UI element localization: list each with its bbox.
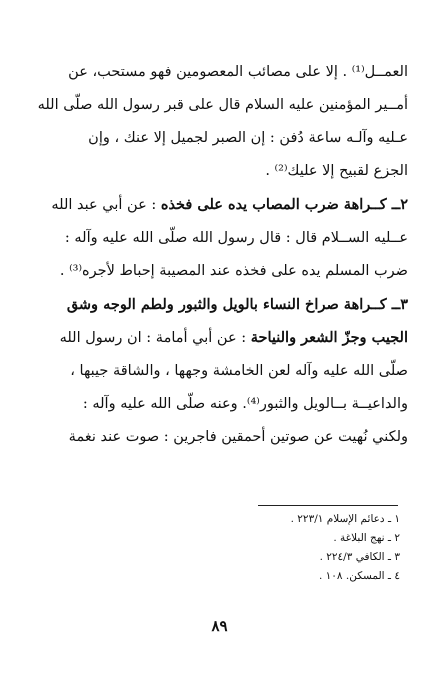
footnote-2: ٢ ـ نهج البلاغة .	[333, 532, 400, 544]
section-3-heading: ٣ــ كــراهة صراخ النساء بالويل والثبور ولطم الوجه وشق	[66, 296, 408, 313]
text-line-6: عــليه الســلام قال : قال رسول الله صلّى الله عليه وآله :	[64, 230, 408, 246]
text-line-2: أمــير المؤمنين عليه السلام قال على قبر رسول الله صلّى الله	[38, 97, 408, 113]
footnotes	[200, 510, 400, 586]
main-text	[38, 56, 408, 454]
text-line-12: ولكني نُهيت عن صوتين أحمقين فاجرين : صوت عند نغمة	[68, 429, 408, 445]
text-line-5	[38, 188, 408, 222]
text-line-4: الجزع لقبيح إلا عليك⁽²⁾ .	[265, 163, 408, 179]
section-3-heading-cont: الجيب وجزّ الشعر والنياحة	[250, 329, 408, 346]
footnote-3: ٣ ـ الكافي ٢٢٤/٣ .	[319, 551, 400, 563]
page-number: ٨٩	[211, 617, 228, 635]
section-3-text: : عن أبي أمامة : ان رسول الله	[59, 330, 251, 346]
text-line-1: العمــل⁽¹⁾ . إلا على مصائب المعصومين فهو مستحب، عن	[68, 64, 408, 80]
text-line-7: ضرب المسلم يده على فخذه عند المصيبة إحباط لأجره⁽³⁾ .	[59, 263, 408, 279]
text-line-3: عـليه وآلـه ساعة دُفن : إن الصبر لجميل إلا عنك ، وإن	[88, 130, 408, 146]
footnote-divider	[258, 505, 398, 506]
text-line-11: والداعيــة بــالويل والثبور⁽⁴⁾. وعنه صلّى الله عليه وآله :	[82, 396, 408, 412]
footnote-4: ٤ ـ المسكن. ١٠٨ .	[318, 570, 400, 582]
text-line-9	[38, 321, 408, 355]
section-2-text: : عن أبي عبد الله	[51, 197, 161, 213]
footnote-1: ١ ـ دعائم الإسلام ٢٢٣/١ .	[290, 513, 400, 525]
text-line-10: صلّى الله عليه وآله لعن الخامشة وجهها ، والشاقة جيبها ،	[70, 363, 408, 379]
section-2-heading: ٢ــ كــراهة ضرب المصاب يده على فخذه	[160, 196, 408, 213]
